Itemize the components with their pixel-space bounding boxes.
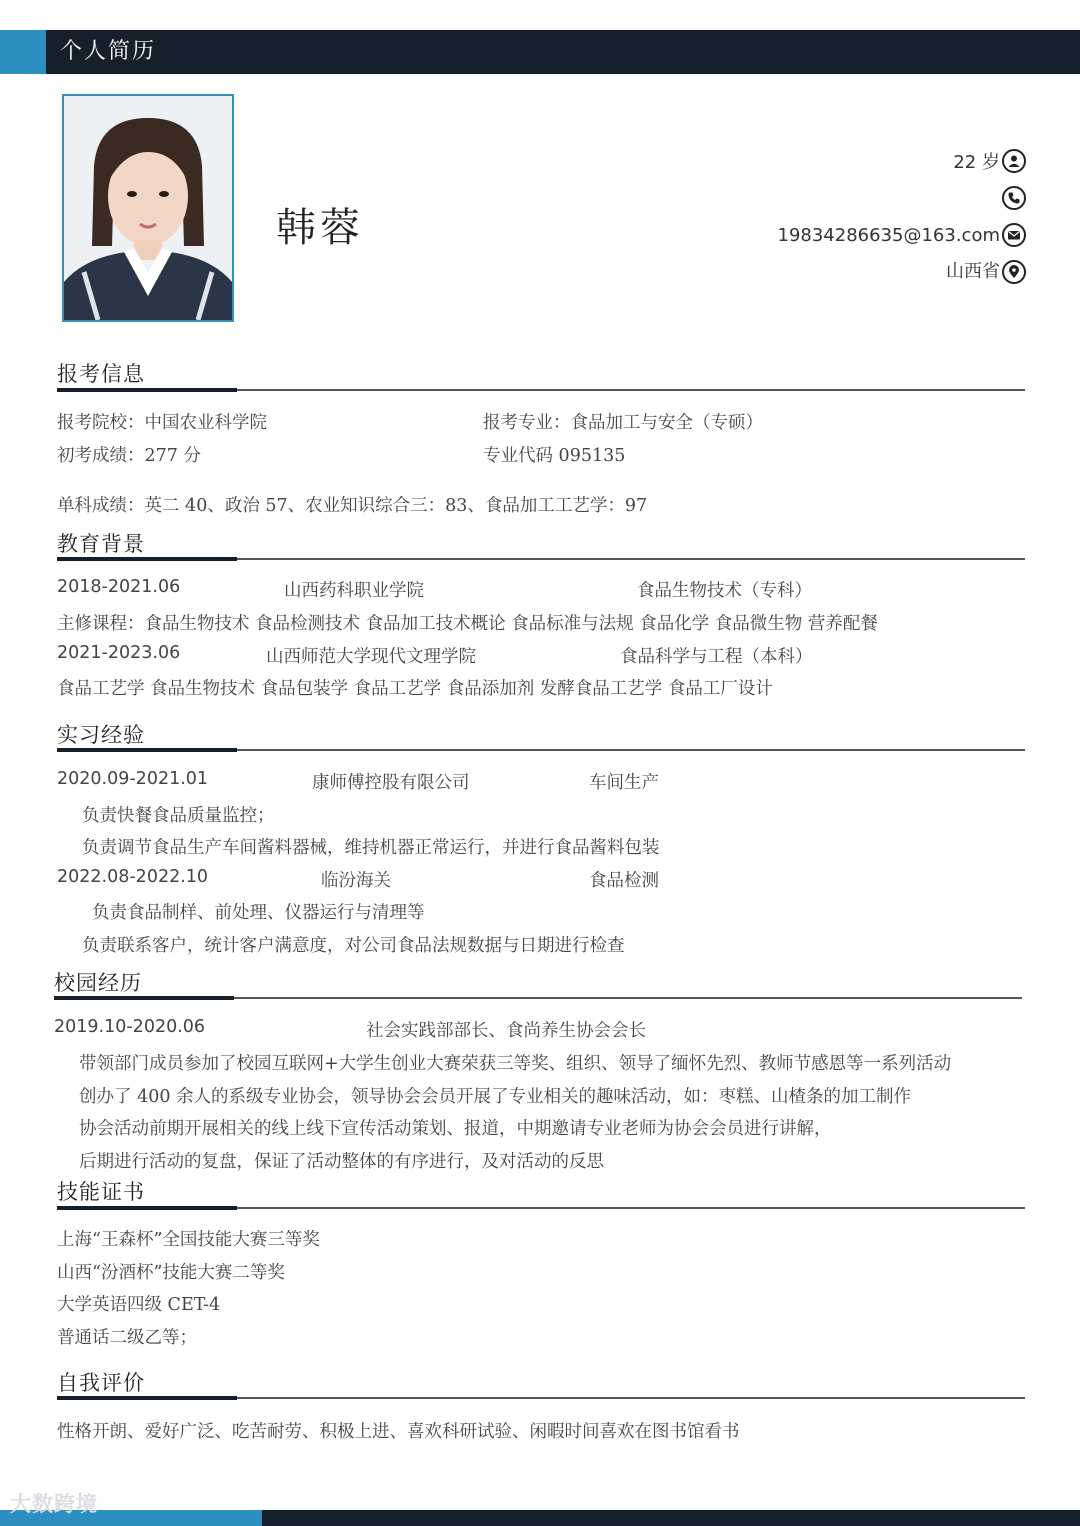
- location-pin-icon: [1002, 260, 1026, 284]
- edu-major: 食品科学与工程（本科）: [620, 647, 813, 667]
- header-accent: [0, 30, 46, 74]
- exam-major: 报考专业：食品加工与安全（专硕）: [483, 413, 763, 433]
- intern-role: 车间生产: [589, 773, 659, 793]
- phone-icon: [1002, 186, 1026, 210]
- section-divider: [57, 558, 1025, 560]
- user-icon: [1002, 149, 1026, 173]
- section-heading-education: 教育背景: [57, 532, 145, 556]
- edu-date: 2021-2023.06: [57, 643, 181, 663]
- edu-courses: 主修课程：食品生物技术 食品检测技术 食品加工技术概论 食品标准与法规 食品化学 食品微生物 营养配餐: [57, 614, 878, 634]
- campus-role: 社会实践部部长、食尚养生协会会长: [366, 1021, 646, 1041]
- section-divider: [57, 1207, 1025, 1209]
- intern-company: 临汾海关: [321, 871, 391, 891]
- skill-item: 普通话二级乙等；: [57, 1328, 197, 1348]
- section-heading-campus: 校园经历: [54, 971, 142, 995]
- watermark: 大数跨境: [10, 1492, 98, 1516]
- profile-photo: [62, 94, 234, 322]
- location-text: 山西省: [946, 261, 1000, 282]
- candidate-name: 韩蓉: [276, 205, 364, 251]
- section-heading-self: 自我评价: [57, 1371, 145, 1395]
- intern-role: 食品检测: [589, 871, 659, 891]
- intern-company: 康师傅控股有限公司: [312, 773, 470, 793]
- page-title: 个人简历: [60, 39, 157, 64]
- section-heading-skills: 技能证书: [57, 1180, 145, 1204]
- intern-duty: 负责调节食品生产车间酱料器械，维持机器正常运行，并进行食品酱料包装: [82, 838, 660, 858]
- section-divider: [54, 997, 1022, 999]
- portrait-image: [64, 96, 232, 320]
- mail-icon: [1002, 223, 1026, 247]
- campus-line: 创办了 400 余人的系级专业协会，领导协会会员开展了专业相关的趣味活动，如：枣糕、山楂条的加工制作: [79, 1087, 912, 1107]
- exam-code: 专业代码 095135: [483, 446, 626, 466]
- edu-school: 山西药科职业学院: [284, 581, 424, 601]
- intern-date: 2022.08-2022.10: [57, 867, 209, 887]
- header-bar: [0, 30, 1080, 74]
- intern-duty: 负责快餐食品质量监控；: [82, 806, 275, 826]
- skill-item: 大学英语四级 CET-4: [57, 1295, 221, 1315]
- section-divider: [57, 749, 1025, 751]
- edu-courses: 食品工艺学 食品生物技术 食品包装学 食品工艺学 食品添加剂 发酵食品工艺学 食品工厂设计: [57, 679, 773, 699]
- edu-school: 山西师范大学现代文理学院: [266, 647, 476, 667]
- footer-bar: [0, 1510, 1080, 1526]
- exam-score: 初考成绩：277 分: [57, 446, 201, 466]
- exam-subject-scores: 单科成绩：英二 40、政治 57、农业知识综合三：83、食品加工工艺学：97: [57, 496, 648, 516]
- skill-item: 山西“汾酒杯”技能大赛二等奖: [57, 1263, 285, 1283]
- campus-line: 后期进行活动的复盘，保证了活动整体的有序进行，及对活动的反思: [79, 1152, 604, 1172]
- section-heading-internship: 实习经验: [57, 723, 145, 747]
- intern-duty: 负责联系客户，统计客户满意度，对公司食品法规数据与日期进行检查: [82, 936, 625, 956]
- exam-school: 报考院校：中国农业科学院: [57, 413, 267, 433]
- skill-item: 上海“王森杯”全国技能大赛三等奖: [57, 1230, 320, 1250]
- intern-duty: 负责食品制样、前处理、仪器运行与清理等: [92, 903, 425, 923]
- campus-line: 协会活动前期开展相关的线上线下宣传活动策划、报道，中期邀请专业老师为协会会员进行讲解，: [79, 1119, 832, 1139]
- section-divider: [57, 389, 1025, 391]
- age-text: 22 岁: [953, 152, 1000, 173]
- email-text: 19834286635@163.com: [777, 225, 1000, 246]
- intern-date: 2020.09-2021.01: [57, 769, 209, 789]
- self-evaluation-text: 性格开朗、爱好广泛、吃苦耐劳、积极上进、喜欢科研试验、闲暇时间喜欢在图书馆看书: [57, 1422, 740, 1442]
- edu-major: 食品生物技术（专科）: [637, 581, 812, 601]
- campus-line: 带领部门成员参加了校园互联网+大学生创业大赛荣获三等奖、组织、领导了缅怀先烈、教师节感恩等一系列活动: [79, 1054, 952, 1074]
- campus-date: 2019.10-2020.06: [54, 1017, 206, 1037]
- section-heading-exam: 报考信息: [57, 362, 145, 386]
- edu-date: 2018-2021.06: [57, 577, 181, 597]
- section-divider: [57, 1397, 1025, 1399]
